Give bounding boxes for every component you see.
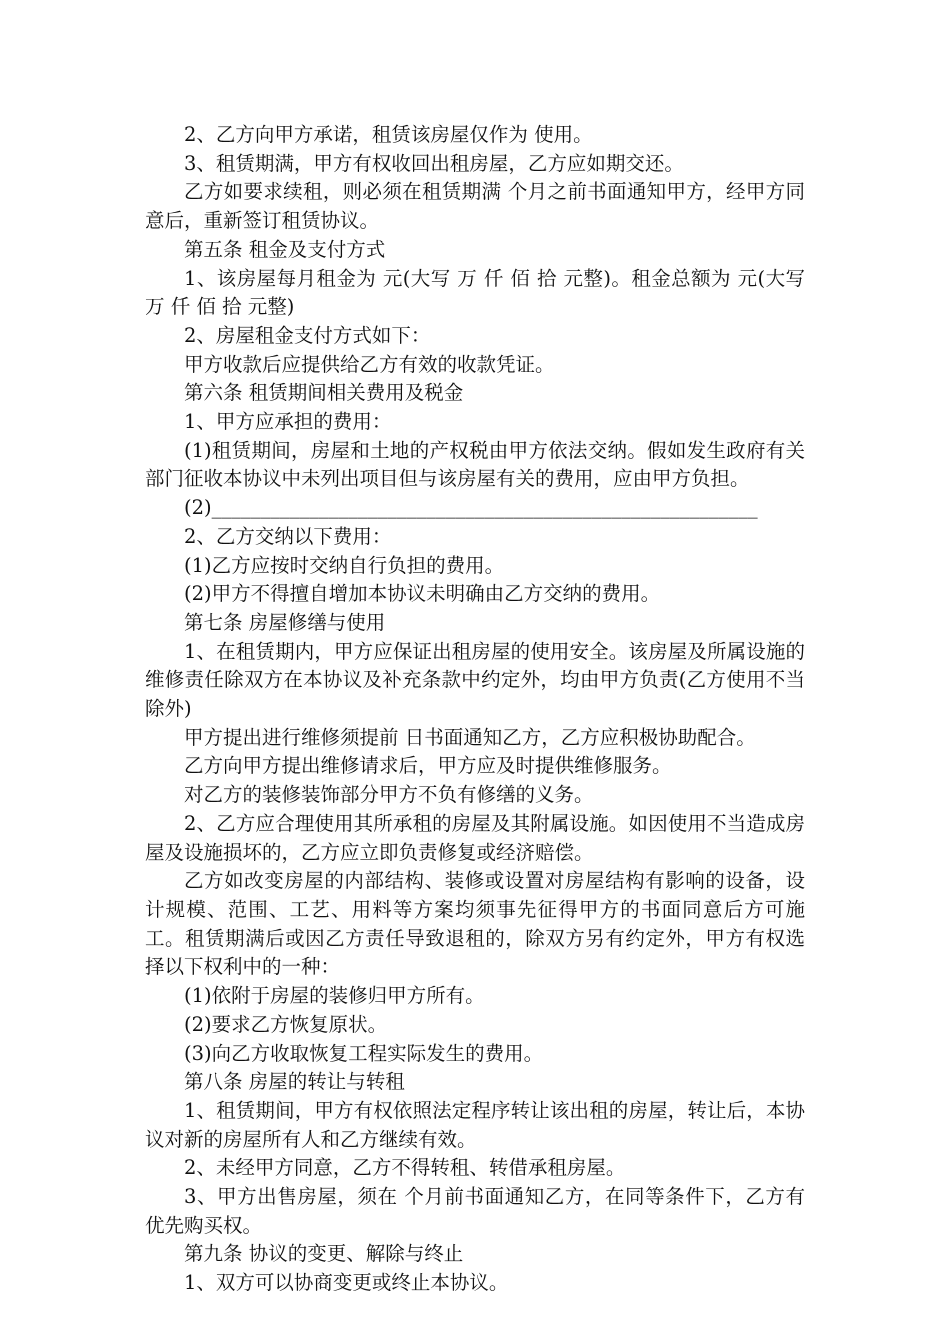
article-heading: 第九条 协议的变更、解除与终止	[184, 1242, 464, 1266]
paragraph: 3、甲方出售房屋，须在 个月前书面通知乙方，在同等条件下，乙方有优先购买权。	[145, 1185, 805, 1237]
document-page	[145, 121, 812, 1298]
paragraph: (2)要求乙方恢复原状。	[184, 1012, 388, 1036]
blank-fill-line: (2)________________________________________________________	[184, 496, 758, 520]
paragraph: 乙方如要求续租，则必须在租赁期满 个月之前书面通知甲方，经甲方同意后，重新签订租赁协议。	[145, 180, 805, 233]
paragraph: 对乙方的装修装饰部分甲方不负有修缮的义务。	[184, 783, 594, 807]
paragraph: 1、甲方应承担的费用：	[184, 410, 392, 434]
paragraph: 2、乙方交纳以下费用：	[184, 524, 392, 548]
paragraph: 甲方收款后应提供给乙方有效的收款凭证。	[184, 352, 555, 376]
article-heading: 第八条 房屋的转让与转租	[184, 1070, 405, 1094]
paragraph: (1)租赁期间，房屋和土地的产权税由甲方依法交纳。假如发生政府有关部门征收本协议中未列出项目但与该房屋有关的费用，应由甲方负担。	[145, 438, 805, 491]
paragraph: (2)甲方不得擅自增加本协议未明确由乙方交纳的费用。	[184, 582, 661, 606]
article-heading: 第五条 租金及支付方式	[184, 237, 386, 261]
paragraph: 1、在租赁期内，甲方应保证出租房屋的使用安全。该房屋及所属设施的维修责任除双方在本协议及补充条款中约定外，均由甲方负责(乙方使用不当除外)	[145, 639, 805, 721]
paragraph: 乙方如改变房屋的内部结构、装修或设置对房屋结构有影响的设备，设计规模、范围、工艺、用料等方案均须事先征得甲方的书面同意后方可施工。租赁期满后或因乙方责任导致退租的，除双方另有约定外，甲方有权选择以下权利中的一种：	[145, 869, 805, 979]
paragraph: 乙方向甲方提出维修请求后，甲方应及时提供维修服务。	[184, 754, 672, 778]
paragraph: 1、该房屋每月租金为 元(大写 万 仟 佰 拾 元整)。租金总额为 元(大写 万 仟 佰 拾 元整)	[145, 266, 812, 319]
paragraph: 2、未经甲方同意，乙方不得转租、转借承租房屋。	[184, 1156, 626, 1180]
paragraph: 2、乙方向甲方承诺，租赁该房屋仅作为 使用。	[184, 123, 593, 146]
paragraph: 甲方提出进行维修须提前 日书面通知乙方，乙方应积极协助配合。	[184, 725, 756, 749]
paragraph: 2、房屋租金支付方式如下：	[184, 323, 431, 347]
paragraph: (1)依附于房屋的装修归甲方所有。	[184, 984, 485, 1008]
paragraph: (1)乙方应按时交纳自行负担的费用。	[184, 553, 505, 577]
paragraph: 1、租赁期间，甲方有权依照法定程序转让该出租的房屋，转让后，本协议对新的房屋所有人和乙方继续有效。	[145, 1098, 805, 1151]
paragraph: (3)向乙方收取恢复工程实际发生的费用。	[184, 1041, 544, 1065]
paragraph: 3、租赁期满，甲方有权收回出租房屋，乙方应如期交还。	[184, 151, 684, 175]
paragraph: 1、双方可以协商变更或终止本协议。	[184, 1271, 509, 1295]
paragraph: 2、乙方应合理使用其所承租的房屋及其附属设施。如因使用不当造成房屋及设施损坏的，乙方应立即负责修复或经济赔偿。	[145, 811, 805, 864]
article-heading: 第七条 房屋修缮与使用	[184, 610, 386, 634]
article-heading: 第六条 租赁期间相关费用及税金	[184, 381, 464, 405]
